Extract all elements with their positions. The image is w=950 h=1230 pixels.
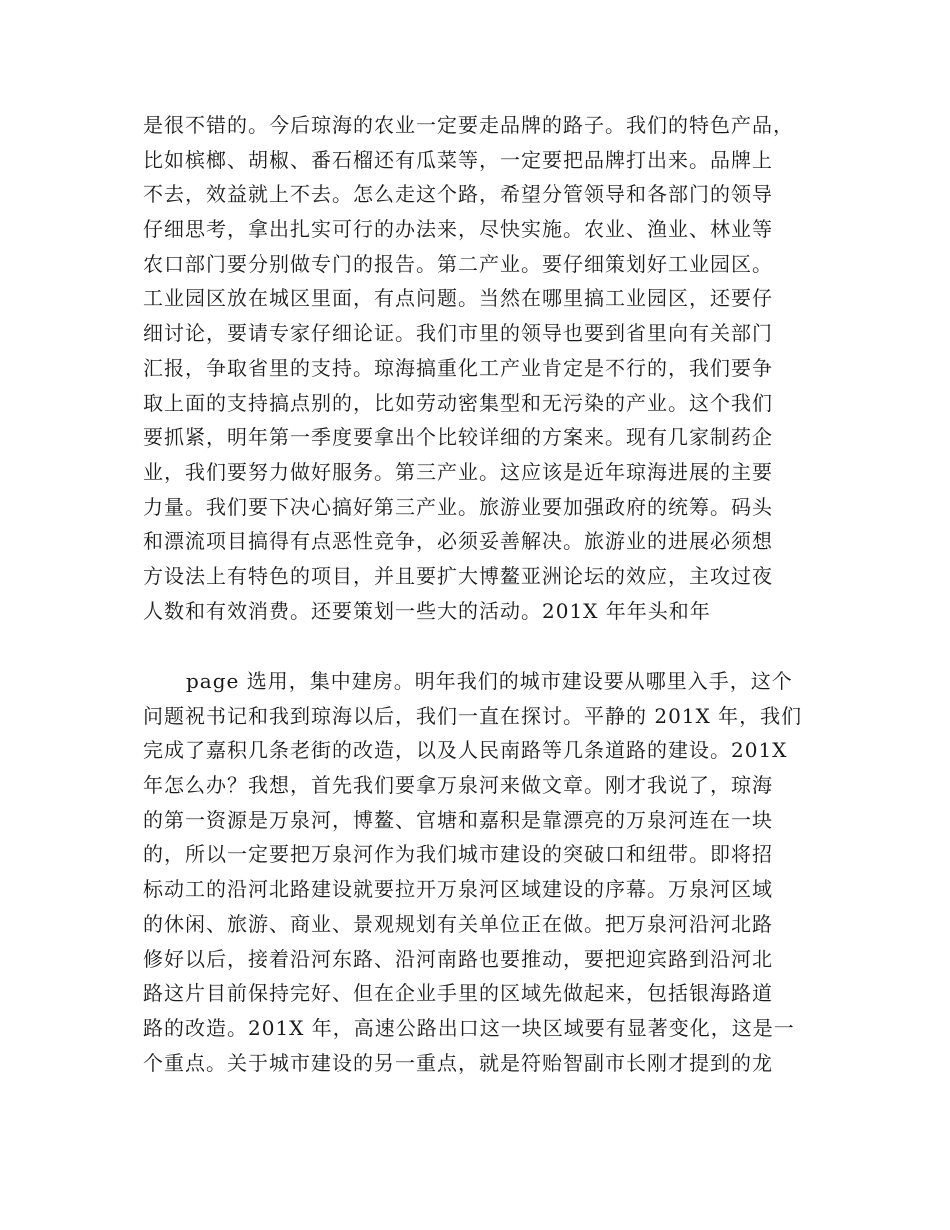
text-line: 的，所以一定要把万泉河作为我们城市建设的突破口和纽带。即将招 (143, 842, 773, 867)
text-line: 年怎么办？我想，首先我们要拿万泉河来做文章。刚才我说了，琼海 (143, 773, 773, 798)
text-line: 是很不错的。今后琼海的农业一定要走品牌的路子。我们的特色产品， (143, 113, 794, 137)
text-line: 标动工的沿河北路建设就要拉开万泉河区域建设的序幕。万泉河区域 (143, 877, 773, 902)
text-line: 取上面的支持搞点别的，比如劳动密集型和无污染的产业。这个我们 (143, 390, 773, 415)
text-line: 不去，效益就上不去。怎么走这个路，希望分管领导和各部门的领导 (143, 182, 773, 207)
text-line-indented: page 选用，集中建房。明年我们的城市建设要从哪里入手，这个 (186, 669, 793, 693)
text-line: 比如槟榔、胡椒、番石榴还有瓜菜等，一定要把品牌打出来。品牌上 (143, 147, 773, 172)
text-line: 和漂流项目搞得有点恶性竞争，必须妥善解决。旅游业的进展必须想 (143, 529, 773, 554)
text-line: 汇报，争取省里的支持。琼海搞重化工产业肯定是不行的，我们要争 (143, 355, 773, 380)
text-line: 细讨论，要请专家仔细论证。我们市里的领导也要到省里向有关部门 (143, 321, 773, 346)
text-line: 个重点。关于城市建设的另一重点，就是符贻智副市长刚才提到的龙 (143, 1050, 773, 1075)
text-line: 业，我们要努力做好服务。第三产业。这应该是近年琼海进展的主要 (143, 459, 773, 484)
text-line: 路这片目前保持完好、但在企业手里的区域先做起来，包括银海路道 (143, 981, 773, 1006)
paragraph-2 (143, 664, 811, 1080)
text-line: 完成了嘉积几条老街的改造，以及人民南路等几条道路的建设。201X (143, 738, 788, 763)
text-line: 方设法上有特色的项目，并且要扩大博鳌亚洲论坛的效应，主攻过夜 (143, 563, 773, 588)
text-line: 的第一资源是万泉河，博鳌、官塘和嘉积是靠漂亮的万泉河连在一块 (143, 807, 773, 832)
text-line: 路的改造。201X 年，高速公路出口这一块区域要有显著变化，这是一 (143, 1015, 795, 1040)
text-line: 问题祝书记和我到琼海以后，我们一直在探讨。平静的 201X 年，我们 (143, 703, 803, 728)
paragraph-1 (143, 108, 811, 628)
text-line: 修好以后，接着沿河东路、沿河南路也要推动，要把迎宾路到沿河北 (143, 946, 773, 971)
text-line: 农口部门要分别做专门的报告。第二产业。要仔细策划好工业园区。 (143, 251, 773, 276)
text-line: 力量。我们要下决心搞好第三产业。旅游业要加强政府的统筹。码头 (143, 494, 773, 519)
text-line: 人数和有效消费。还要策划一些大的活动。201X 年年头和年 (143, 598, 711, 623)
text-line: 要抓紧，明年第一季度要拿出个比较详细的方案来。现有几家制药企 (143, 425, 773, 450)
text-line: 仔细思考，拿出扎实可行的办法来，尽快实施。农业、渔业、林业等 (143, 217, 773, 242)
text-line: 工业园区放在城区里面，有点问题。当然在哪里搞工业园区，还要仔 (143, 286, 773, 311)
text-line: 的休闲、旅游、商业、景观规划有关单位正在做。把万泉河沿河北路 (143, 911, 773, 936)
